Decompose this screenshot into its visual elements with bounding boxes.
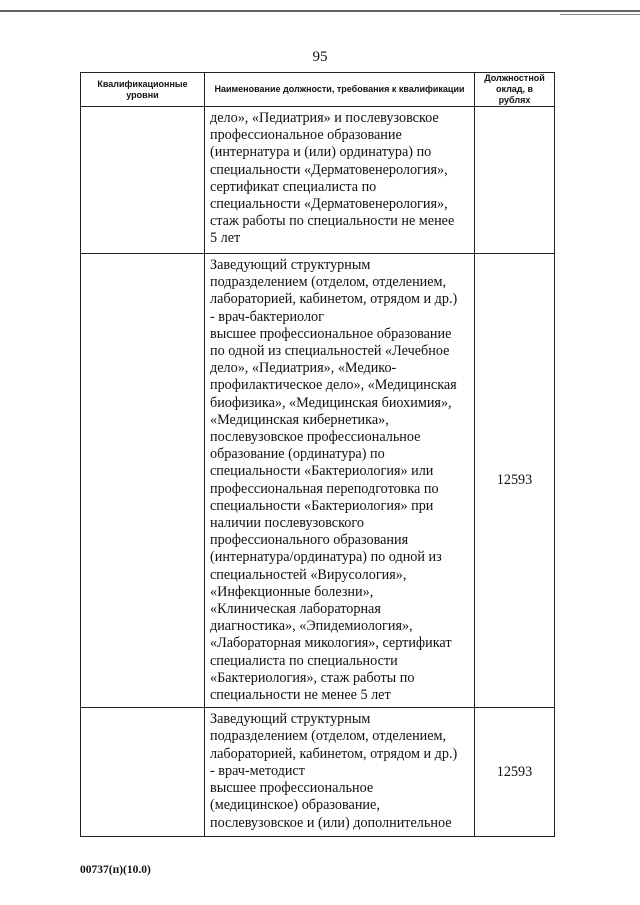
position-text [205,708,474,834]
top-rule [0,10,640,12]
level-cell [81,708,205,837]
text-line: специальности «Бактериология» при [210,497,434,514]
text-line: подразделением (отделом, отделением, [210,728,447,745]
text-line: специальности не менее 5 лет [210,687,391,704]
table-header-row [81,73,555,107]
text-line: Заведующий структурным [210,711,371,728]
text-line: стаж работы по специальности не менее [210,213,455,230]
text-line: специальности «Бактериология» или [210,463,434,480]
text-line: лабораторией, кабинетом, отрядом и др.) [210,291,458,308]
text-line: «Клиническая лабораторная [210,601,381,618]
text-line: профессиональная переподготовка по [210,480,439,497]
text-line: специальностей «Вирусология», [210,566,407,583]
text-line: профессионального образования [210,532,409,549]
text-line: (медицинское) образование, [210,797,380,814]
text-line: биофизика», «Медицинская биохимия», [210,394,452,411]
text-line: профилактическое дело», «Медицинская [210,377,457,394]
text-line: «Бактериология», стаж работы по [210,669,415,686]
text-line: «Медицинская кибернетика», [210,411,389,428]
text-line: - врач-методист [210,762,305,779]
page-number: 95 [312,49,328,65]
text-line: диагностика», «Эпидемиология», [210,618,413,635]
position-cell [205,254,475,708]
text-line: специальности «Дерматовенерология», [210,161,448,178]
text-line: специалиста по специальности [210,652,398,669]
text-line: образование (ординатура) по [210,446,385,463]
text-line: профессиональное образование [210,127,402,144]
text-line: высшее профессиональное образование [210,325,452,342]
position-cell [205,107,475,254]
text-line: сертификат специалиста по [210,178,377,195]
text-line: дело», «Педиатрия» и послевузовское [210,110,439,126]
text-line: дело», «Педиатрия», «Медико- [210,360,397,377]
text-line: послевузовское профессиональное [210,429,421,446]
text-line: специальности «Дерматовенерология», [210,196,448,213]
level-cell [81,254,205,708]
text-line: - врач-бактериолог [210,308,324,325]
text-line: по одной из специальностей «Лечебное [210,343,450,360]
text-line: высшее профессиональное [210,780,374,797]
header-levels: Квалификационные уровни [81,73,205,107]
salary-cell: 12593 [475,254,555,708]
header-salary: Должностной оклад, в рублях [475,73,555,107]
table-row [81,107,555,254]
text-line: «Инфекционные болезни», [210,583,374,600]
level-cell [81,107,205,254]
qualification-table [80,72,555,837]
text-line: (интернатура и (или) ординатура) по [210,144,432,161]
text-line: (интернатура/ординатура) по одной из [210,549,442,566]
text-line: 5 лет [210,230,241,247]
header-position: Наименование должности, требования к квалификации [205,73,475,107]
salary-cell [475,107,555,254]
text-line: «Лабораторная микология», сертификат [210,635,452,652]
position-text [205,254,474,707]
position-text [205,107,474,251]
text-line: лабораторией, кабинетом, отрядом и др.) [210,745,458,762]
text-line: наличии послевузовского [210,515,364,532]
table-row [81,254,555,708]
top-rule-secondary [560,14,640,15]
salary-cell: 12593 [475,708,555,837]
text-line: подразделением (отделом, отделением, [210,274,447,291]
position-cell [205,708,475,837]
table-row [81,708,555,837]
text-line: Заведующий структурным [210,257,371,273]
text-line: послевузовское и (или) дополнительное [210,814,452,831]
footer-document-code: 00737(п)(10.0) [80,864,151,876]
